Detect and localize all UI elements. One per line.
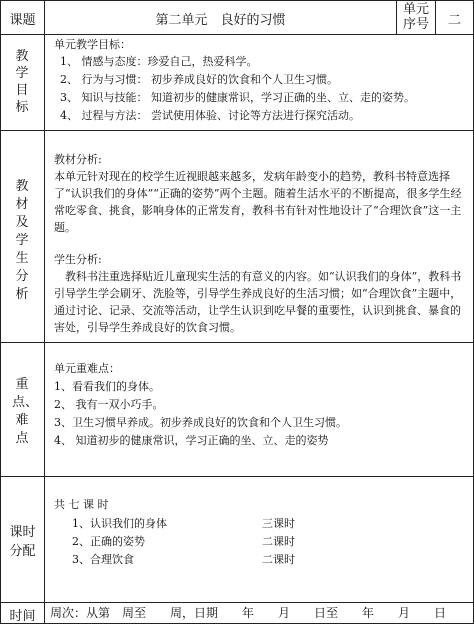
student-analysis-heading: 学生分析: xyxy=(54,253,102,266)
schedule-side-label: 课时 分配 xyxy=(9,525,36,559)
unit-number-label: 单元 序号 xyxy=(402,2,429,32)
goal-item: 4、 过程与方法： 尝试使用体验、讨论等方法进行探究活动。 xyxy=(60,109,360,122)
goals-heading: 单元教学目标： xyxy=(54,38,131,51)
row-divider-schedule xyxy=(0,602,474,603)
row-divider-goals xyxy=(0,130,474,131)
table-border-top xyxy=(0,0,474,1)
keypoint-item: 1、看看我们的身体。 xyxy=(54,380,160,393)
unit-title: 第二单元 良好的习惯 xyxy=(155,13,286,28)
schedule-topic: 1、认识我们的身体 xyxy=(72,517,167,530)
keypoint-item: 3、卫生习惯早养成。初步养成良好的饮食和个人卫生习惯。 xyxy=(54,416,347,429)
keypoint-item: 2、 我有一双小巧手。 xyxy=(54,398,164,411)
analysis-side-label: 教 材 及 学 生 分 析 xyxy=(15,179,29,302)
goal-item: 3、 知识与技能： 知道初步的健康常识，学习正确的坐、立、走的姿势。 xyxy=(60,91,415,104)
material-analysis-text: 本单元针对现在的校学生近视眼越来越多，发病年龄变小的趋势，教科书特意选择了“认识我们的身体”“正确的姿势”两个主题。随着生活水平的不断提高，很多学生经常吃零食、挑食，影响身体的正常发育，教科书有针对性地设计了“合理饮食”这一主题。 xyxy=(54,170,462,234)
row-divider-keypoints xyxy=(0,476,474,477)
keypoints-side-label: 重 点、 难 点 xyxy=(12,377,39,446)
schedule-hours: 三课时 xyxy=(262,517,295,530)
material-analysis-heading: 教材分析: xyxy=(54,153,102,166)
time-range-text: 周次：从第 周至 周，日期 年 月 日至 年 月 日 xyxy=(50,606,447,620)
goal-item: 2、 行为与习惯： 初步养成良好的饮食和个人卫生习惯。 xyxy=(60,73,338,86)
keypoint-item: 4、 知道初步的健康常识，学习正确的坐、立、走的姿势 xyxy=(54,434,329,447)
course-label: 课题 xyxy=(9,13,36,28)
label-column-divider xyxy=(44,0,45,624)
time-label: 时间 xyxy=(9,609,36,624)
goals-side-label: 教 学 目 标 xyxy=(15,49,29,115)
row-divider-header xyxy=(0,34,474,35)
goal-item: 1、 情感与态度：珍爱自己，热爱科学。 xyxy=(60,55,258,68)
row-divider-analysis xyxy=(0,342,474,343)
schedule-topic: 2、正确的姿势 xyxy=(72,535,145,548)
schedule-heading: 共 七 课 时 xyxy=(54,498,109,511)
schedule-hours: 二课时 xyxy=(262,535,295,548)
student-analysis-text: 教科书注重选择贴近儿童现实生活的有意义的内容。如“认识我们的身体”，教科书引导学生学会刷牙、洗脸等，引导学生养成良好的生活习惯；如“合理饮食”主题中，通过讨论、记录、交流等活动，让学生认识到吃早餐的重要性，认识到挑食、暴食的害处，引导学生养成良好的饮食习惯。 xyxy=(54,270,462,334)
keypoints-heading: 单元重难点： xyxy=(54,362,120,375)
schedule-hours: 二课时 xyxy=(262,553,295,566)
schedule-topic: 3、合理饮食 xyxy=(72,553,134,566)
unit-number-value: 二 xyxy=(447,13,461,28)
